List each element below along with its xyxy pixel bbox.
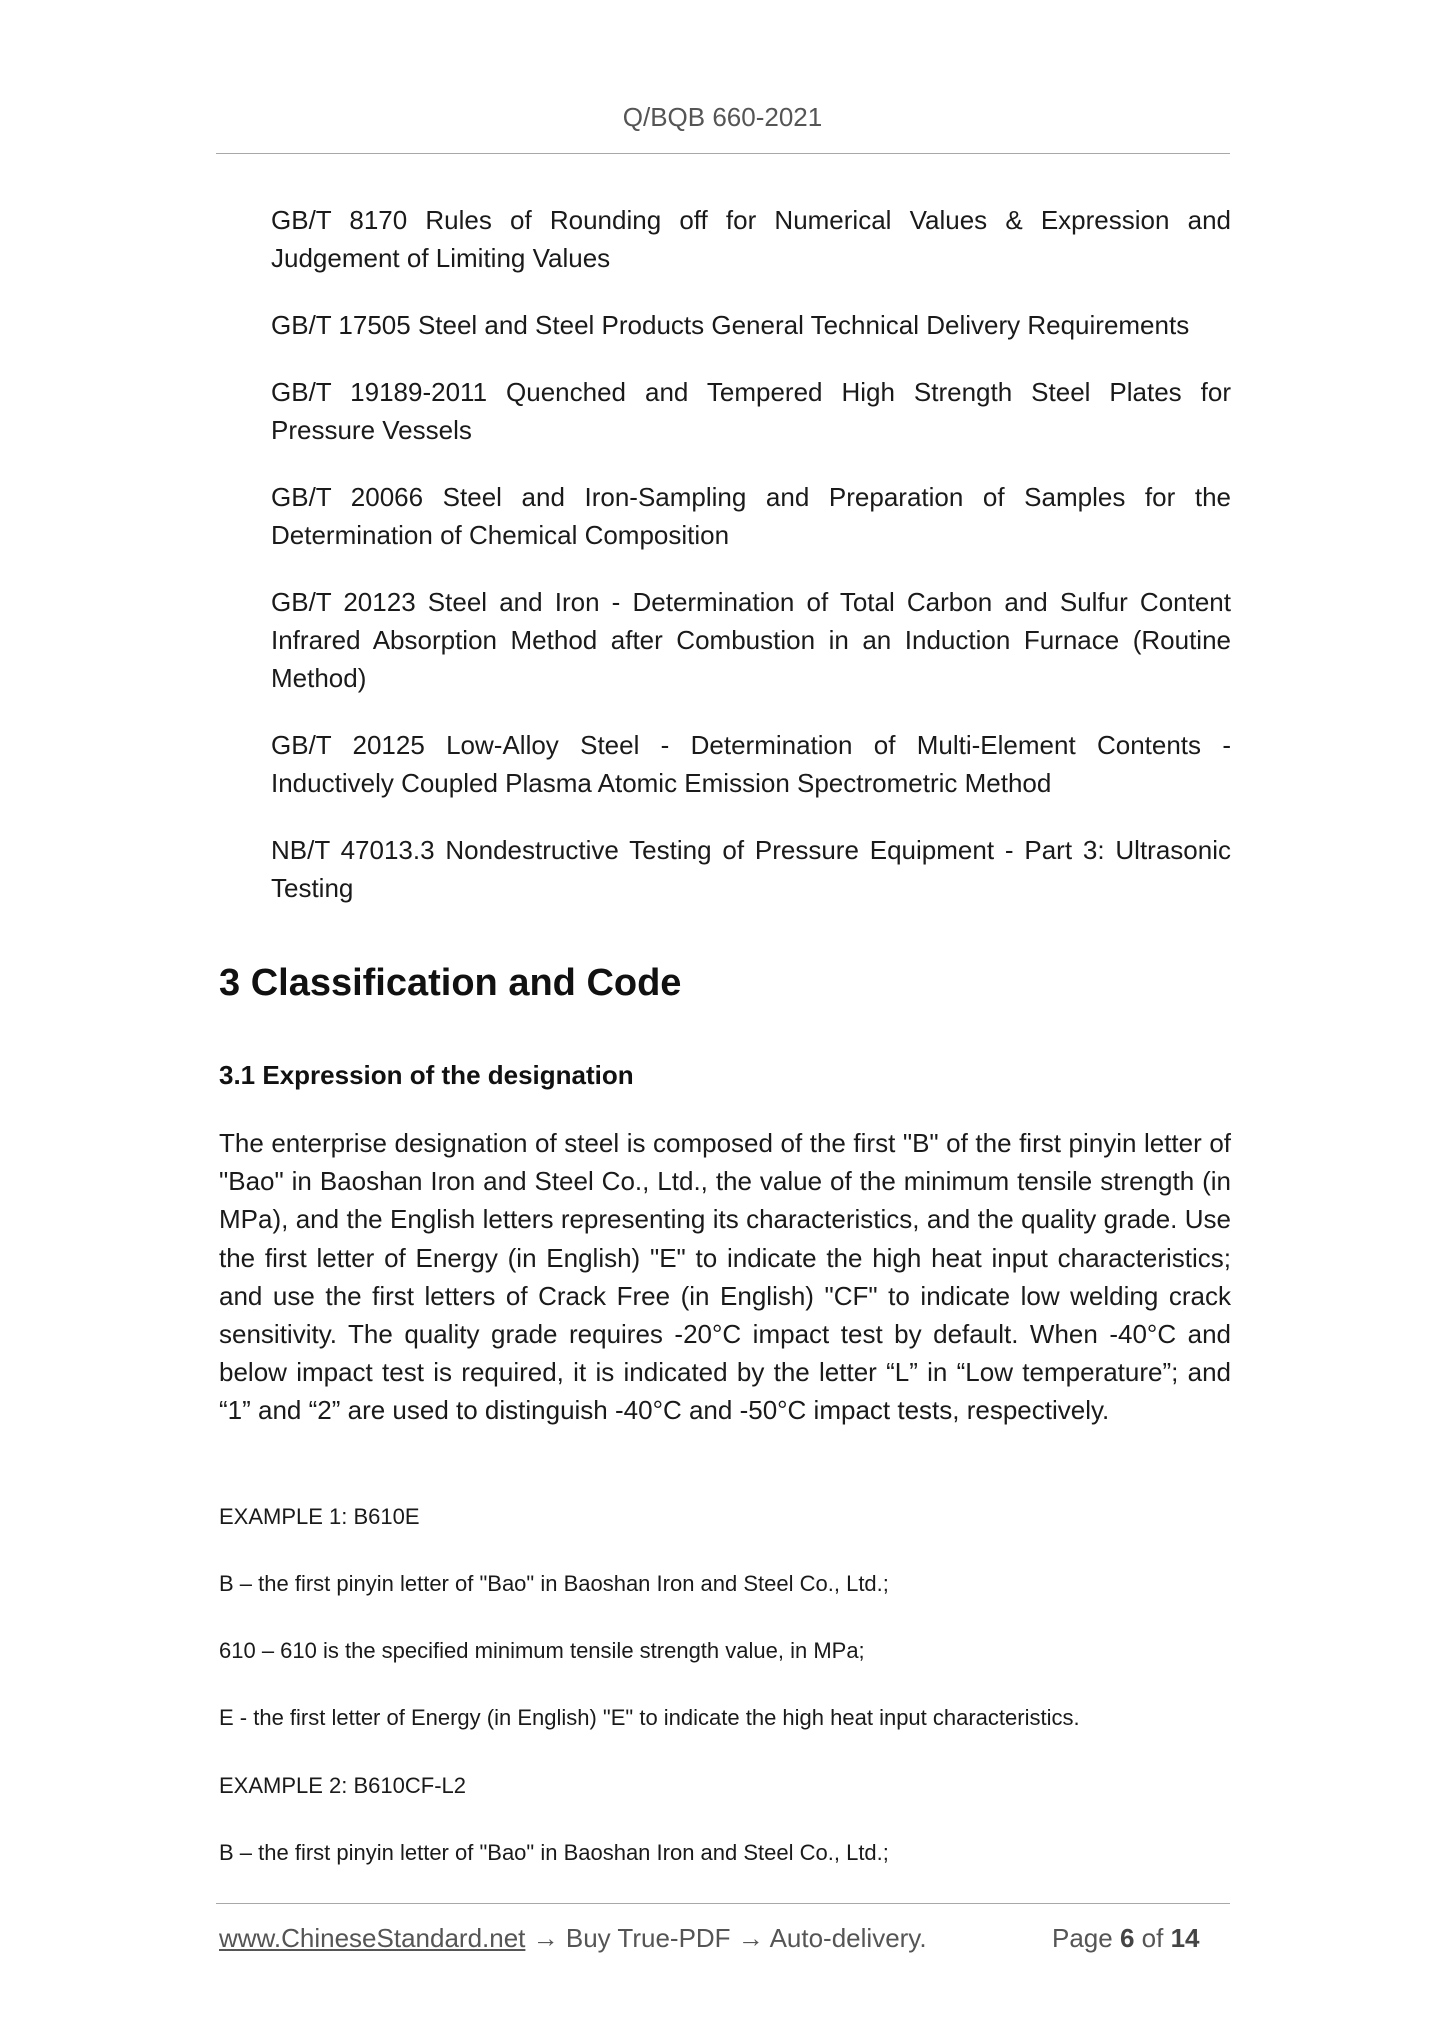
page-indicator [1052,1923,1200,1954]
reference-item: GB/T 17505 Steel and Steel Products General Technical Delivery Requirements [271,310,1190,340]
reference-item: GB/T 19189-2011 Quenched and Tempered High Strength Steel Plates for Pressure Vessels [271,377,1231,445]
normative-references-list [271,201,1231,936]
reference-item: GB/T 20066 Steel and Iron-Sampling and Preparation of Samples for the Determination of Chemical Composition [271,482,1231,550]
designation-description: The enterprise designation of steel is composed of the first "B" of the first pinyin letter of "Bao" in Baoshan Iron and Steel Co., Ltd., the value of the minimum tensile strength (in MPa), and the English letters representing its characteristics, and the quality grade. Use the first letter of Energy (in English) "E" to indicate the high heat input characteristics; and use the first letters of Crack Free (in English) "CF" to indicate low welding crack sensitivity. The quality grade requires -20°C impact test by default. When -40°C and below impact test is required, it is indicated by the letter “L” in “Low temperature”; and “1” and “2” are used to distinguish -40°C and -50°C impact tests, respectively. [219,1128,1231,1426]
reference-item: GB/T 20123 Steel and Iron - Determination of Total Carbon and Sulfur Content Infrared Absorption Method after Combustion in an Induction Furnace (Routine Method) [271,587,1231,693]
example-line: B – the first pinyin letter of "Bao" in Baoshan Iron and Steel Co., Ltd.; [219,1571,889,1596]
of-label: of [1141,1923,1164,1953]
document-code-header: Q/BQB 660-2021 [622,102,823,132]
section-heading: 3 Classification and Code [219,962,682,1004]
example-line: 610 – 610 is the specified minimum tensile strength value, in MPa; [219,1638,865,1663]
example-heading: EXAMPLE 1: B610E [219,1504,420,1529]
example-heading: EXAMPLE 2: B610CF-L2 [219,1773,467,1798]
site-link[interactable]: www.ChineseStandard.net [219,1923,526,1953]
reference-item: GB/T 20125 Low-Alloy Steel - Determination of Multi-Element Contents - Inductively Coupled Plasma Atomic Emission Spectrometric Method [271,730,1231,798]
page-label: Page [1052,1923,1113,1953]
total-pages: 14 [1170,1923,1200,1953]
reference-item: GB/T 8170 Rules of Rounding off for Numerical Values & Expression and Judgement of Limiting Values [271,205,1231,273]
page-number: 6 [1119,1923,1135,1953]
example-line: B – the first pinyin letter of "Bao" in Baoshan Iron and Steel Co., Ltd.; [219,1840,889,1865]
footer-promo-text: → Buy True-PDF → Auto-delivery. [525,1923,927,1953]
reference-item: NB/T 47013.3 Nondestructive Testing of Pressure Equipment - Part 3: Ultrasonic Testing [271,835,1231,903]
header-divider [216,153,1230,154]
footer-promo [219,1923,927,1954]
subsection-heading: 3.1 Expression of the designation [219,1060,634,1090]
footer-divider [216,1903,1230,1904]
example-line: E - the first letter of Energy (in English) "E" to indicate the high heat input characteristics. [219,1705,1080,1730]
